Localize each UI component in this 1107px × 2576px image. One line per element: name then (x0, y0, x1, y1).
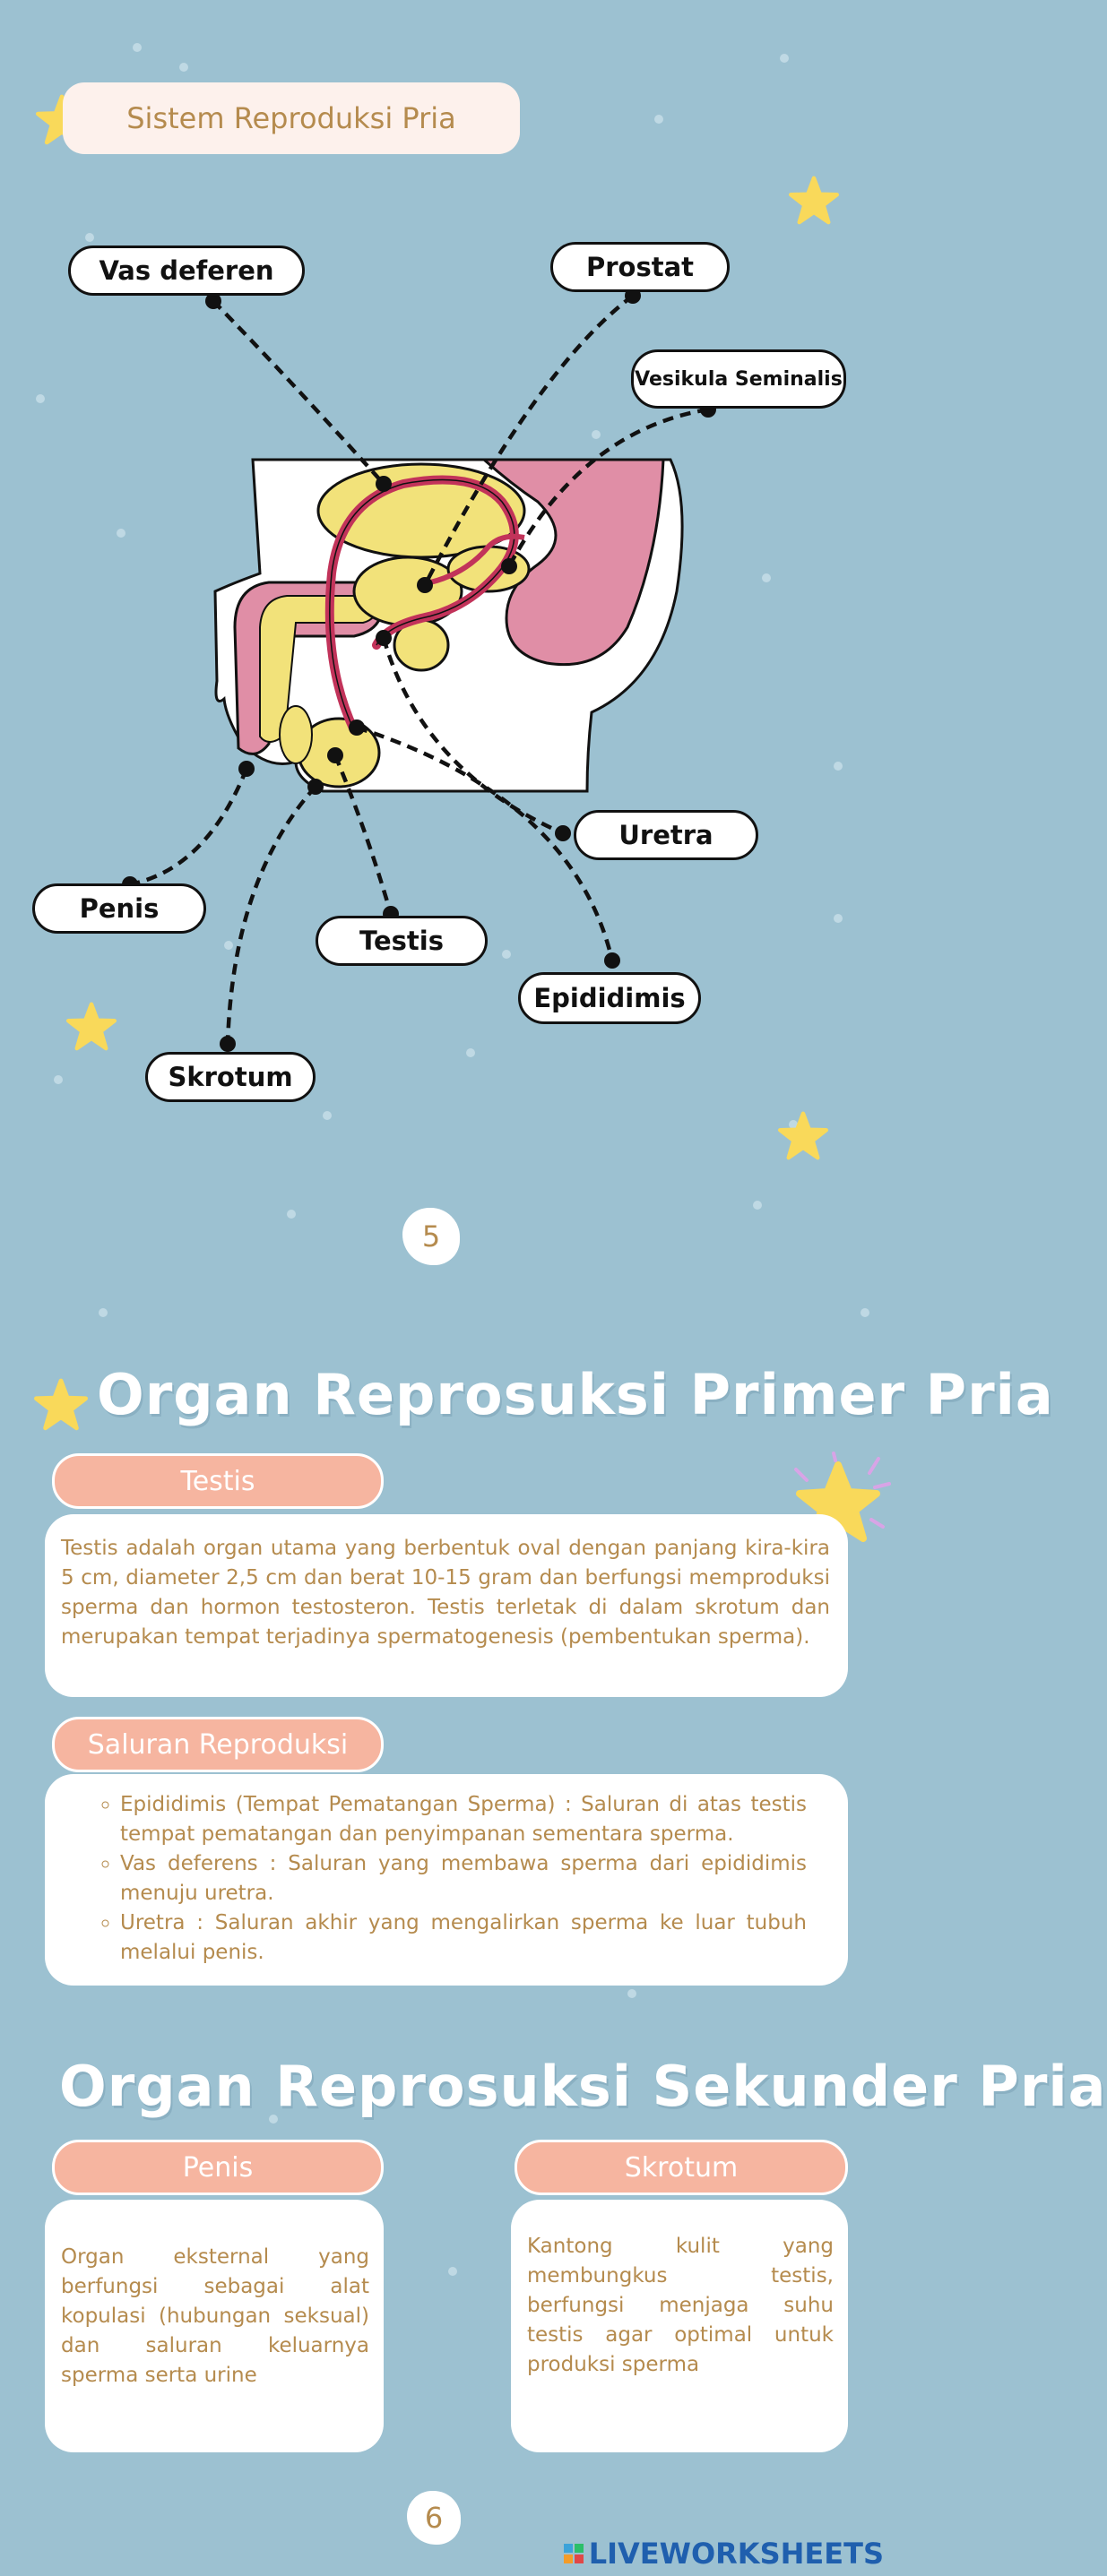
primary-heading: Organ Reprosuksi Primer Pria (97, 1362, 1054, 1427)
penis-tab: Penis (52, 2140, 384, 2195)
label-vas-deferen: Vas deferen (68, 246, 305, 296)
saluran-reproduksi-tab: Saluran Reproduksi (52, 1717, 384, 1772)
liveworksheets-logo (564, 2537, 884, 2571)
label-skrotum: Skrotum (145, 1052, 316, 1102)
list-item: ◦ Uretra : Saluran akhir yang mengalirkan sperma ke luar tubuh melalui penis. (120, 1908, 807, 1968)
label-testis: Testis (316, 916, 488, 966)
page-number: 5 (402, 1208, 460, 1265)
anatomy-diagram (0, 0, 896, 1165)
penis-description: Organ eksternal yang berfungsi sebagai alat kopulasi (hubungan seksual) dan saluran keluarnya sperma serta urine (61, 2245, 369, 2387)
label-prostat: Prostat (550, 242, 730, 292)
page-number: 6 (407, 2491, 461, 2545)
star-icon (34, 1378, 88, 1432)
saluran-reproduksi-card (45, 1774, 848, 1986)
secondary-heading: Organ Reprosuksi Sekunder Pria (59, 2054, 1107, 2119)
testis-description: Testis adalah organ utama yang berbentuk oval dengan panjang kira-kira 5 cm, diameter 2,5 cm dan berat 10-15 gram dan berfungsi memproduksi sperma dan hormon testosteron. Testis terletak di dalam skrotum dan merupakan tempat terjadinya spermatogenesis (pembentukan sperma). (61, 1537, 830, 1649)
label-penis: Penis (32, 883, 206, 934)
penis-card (45, 2200, 384, 2452)
logo-icon (564, 2544, 584, 2563)
skrotum-tab: Skrotum (515, 2140, 848, 2195)
logo-text: LIVEWORKSHEETS (588, 2537, 884, 2571)
label-uretra: Uretra (574, 810, 758, 860)
testis-tab: Testis (52, 1453, 384, 1509)
list-item: ◦ Vas deferens : Saluran yang membawa sperma dari epididimis menuju uretra. (120, 1849, 807, 1908)
label-vesikula-seminalis: Vesikula Seminalis (631, 349, 846, 409)
list-item: ◦ Epididimis (Tempat Pematangan Sperma) : Saluran di atas testis tempat pematangan dan penyimpanan sementara sperma. (120, 1790, 807, 1849)
skrotum-card (511, 2200, 848, 2452)
skrotum-description: Kantong kulit yang membungkus testis, berfungsi menjaga suhu testis agar optimal untuk produksi sperma (527, 2235, 834, 2376)
page-title: Sistem Reproduksi Pria (63, 82, 520, 154)
testis-card (45, 1514, 848, 1697)
saluran-list (88, 1790, 807, 1968)
label-epididimis: Epididimis (518, 972, 701, 1024)
